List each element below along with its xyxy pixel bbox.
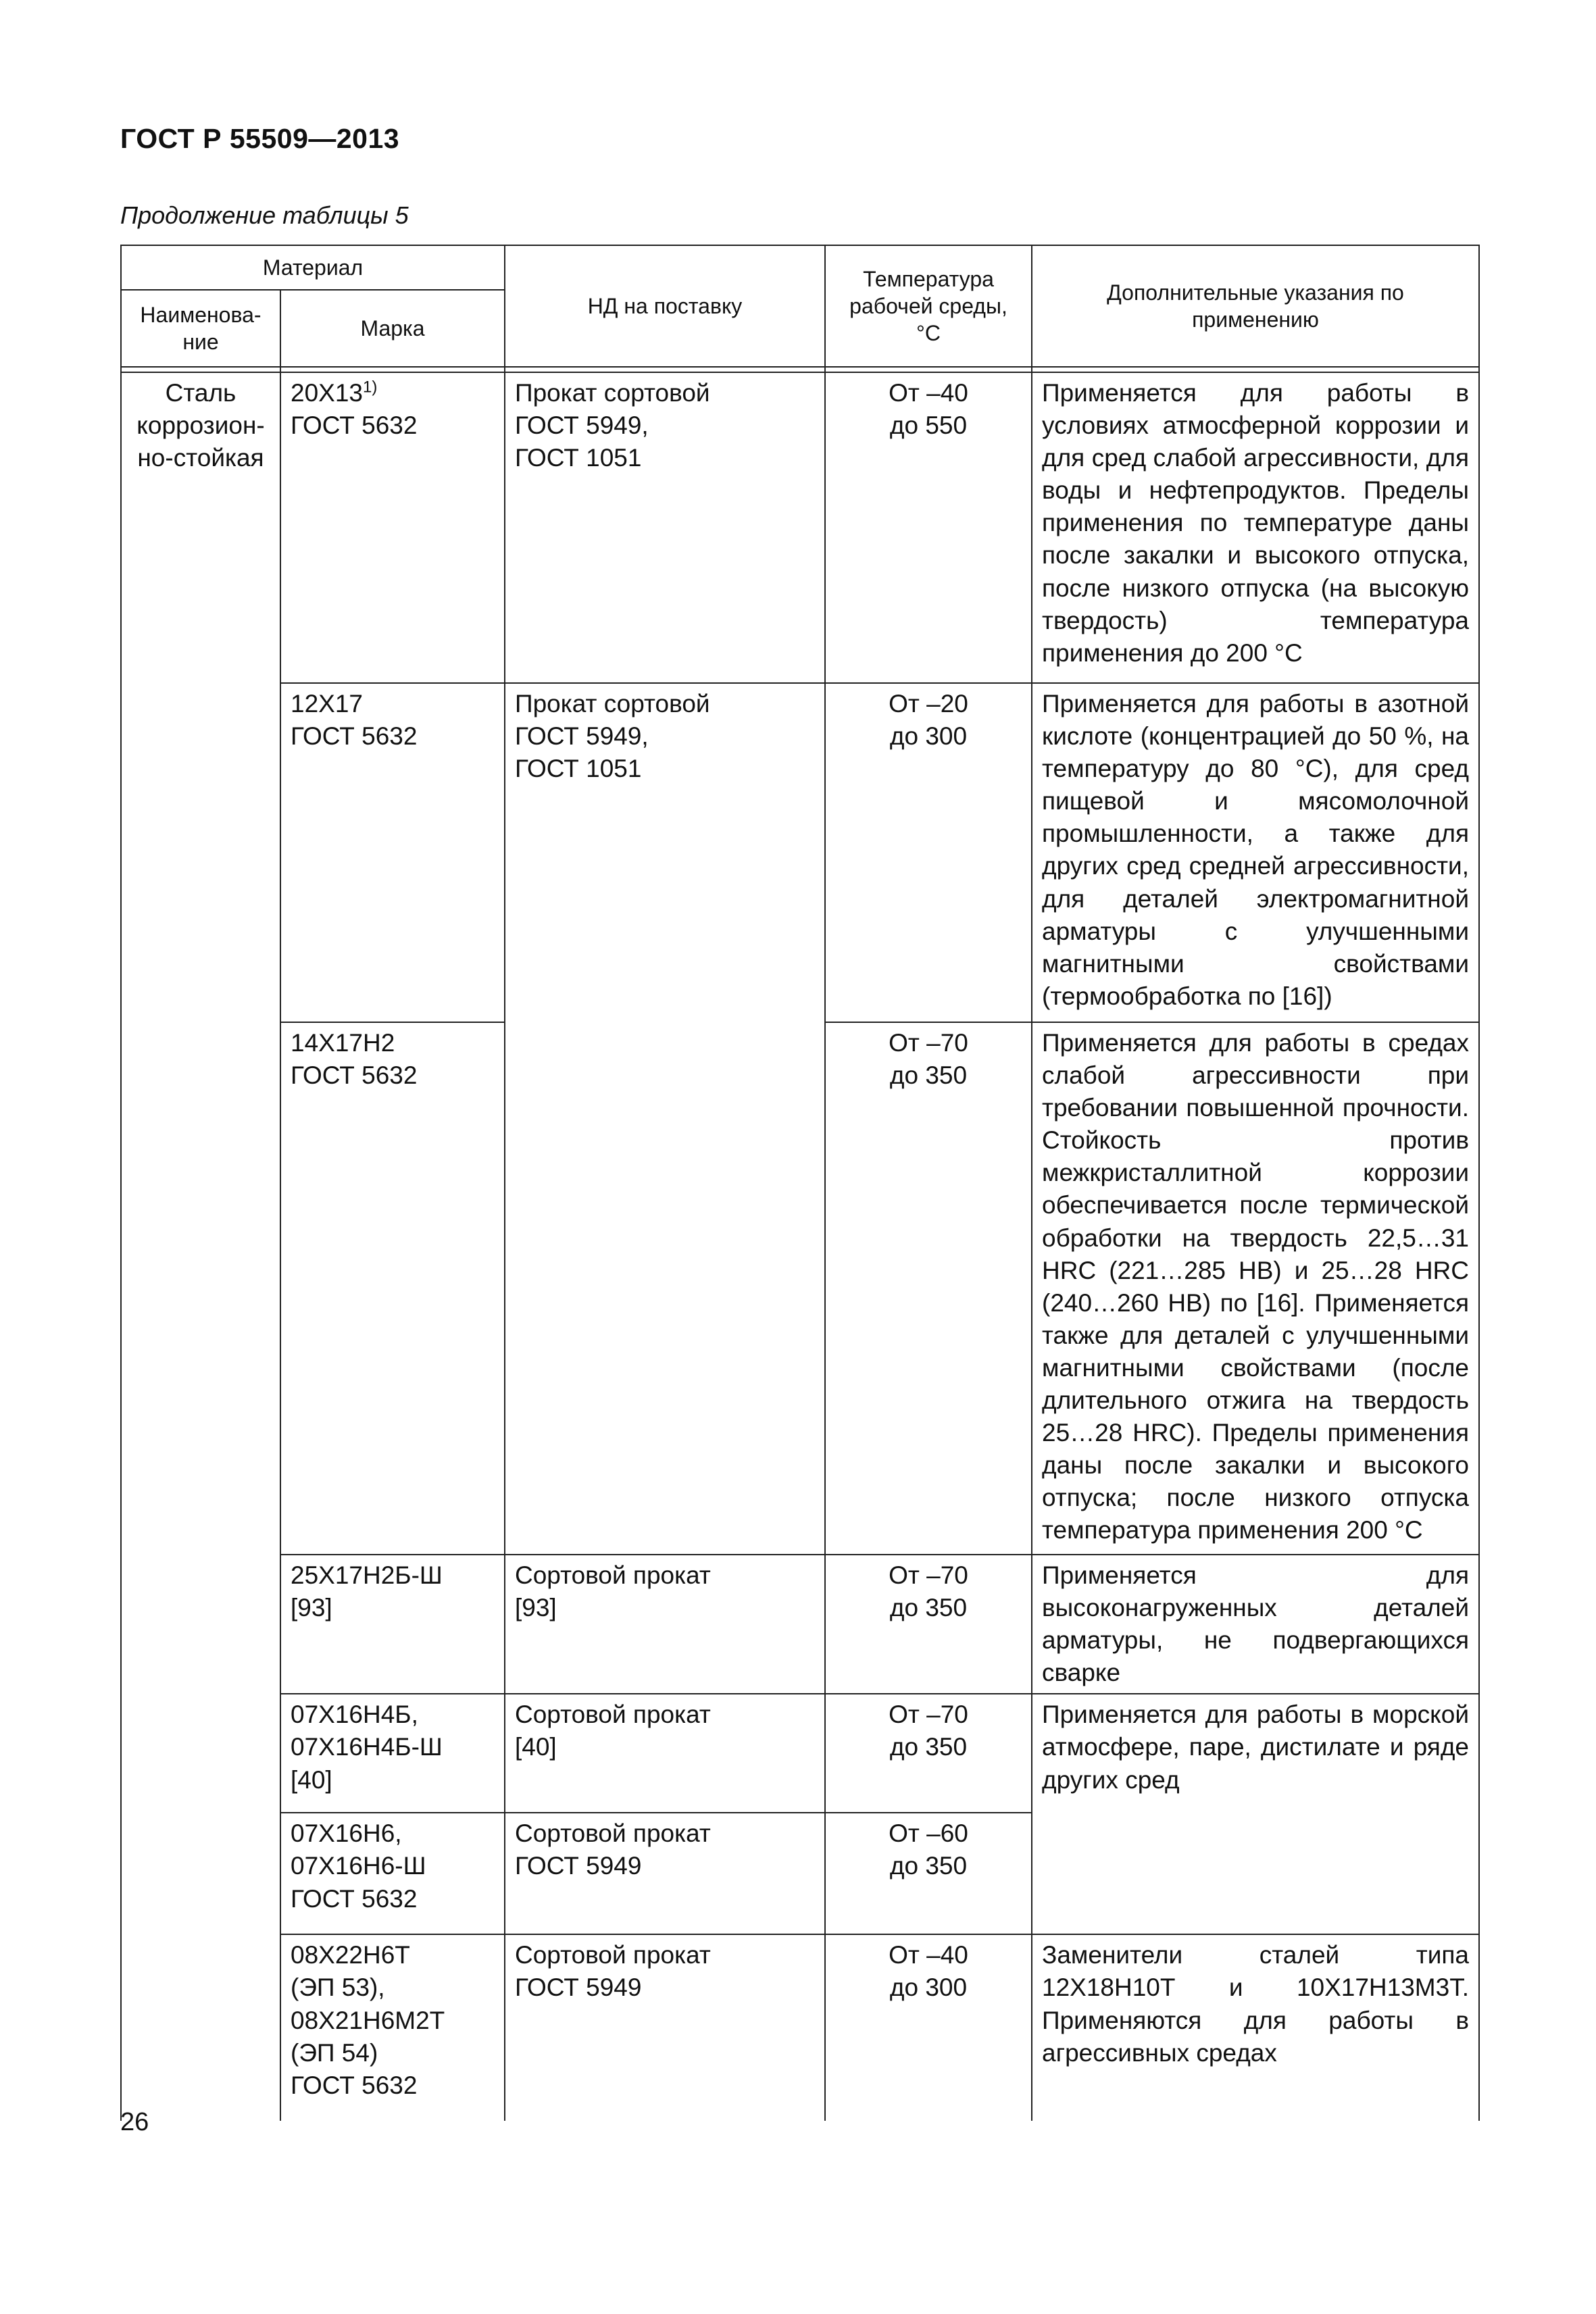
table-caption: Продолжение таблицы 5: [120, 201, 409, 229]
nd-cell: [505, 372, 825, 683]
temperature-line: От –60: [889, 1819, 968, 1848]
temperature-line: От –40: [889, 1941, 968, 1969]
nd-line: Прокат сортовой: [515, 379, 710, 407]
temperature-line: до 350: [889, 1061, 968, 1090]
notes-cell: Применяется для высоконагруженных деталей арматуры, не подвергающихся сварке: [1032, 1555, 1479, 1694]
grade-line: [93]: [291, 1594, 332, 1622]
temperature-line: От –70: [889, 1029, 968, 1057]
grade-line: 07Х16Н6,: [291, 1819, 402, 1848]
nd-line: ГОСТ 1051: [515, 755, 642, 783]
grade-line: 12Х17: [291, 690, 363, 718]
footnote-marker: 1): [363, 378, 378, 397]
nd-line: Сортовой прокат: [515, 1561, 711, 1589]
grade-line: ГОСТ 5632: [291, 1061, 418, 1090]
notes-cell: Применяется для работы в средах слабой агрессивности при требовании повышенной прочности. Стойкость против межкристаллитной коррозии обеспечивается после термической обработки на твердость 22,5…31 HRC (221…285 НВ) и 25…28 HRC (240…260 НВ) по [16]. Применяется также для деталей с улучшенными магнитными свойствами (после длительного отжига на твердость 25…28 HRC). Пределы применения даны после закалки и высокого отпуска; после низкого отпуска температура применения 200 °С: [1032, 1022, 1479, 1555]
header-name: Наименова- ние: [121, 290, 280, 367]
grade-line: 20Х13: [291, 379, 363, 407]
temperature-line: От –40: [889, 379, 968, 407]
nd-line: ГОСТ 5949,: [515, 411, 649, 440]
table-row: [121, 372, 1479, 683]
grade-cell: [280, 683, 505, 1022]
nd-line: [93]: [515, 1594, 557, 1622]
grade-line: 14Х17Н2: [291, 1029, 395, 1057]
temperature-cell: [825, 1813, 1032, 1934]
table-row: [121, 683, 1479, 1022]
temperature-line: до 300: [889, 1973, 968, 2002]
page-number: 26: [120, 2108, 149, 2136]
nd-line: ГОСТ 5949: [515, 1852, 642, 1880]
nd-line: [40]: [515, 1733, 557, 1761]
nd-line: Сортовой прокат: [515, 1701, 711, 1729]
grade-line: ГОСТ 5632: [291, 722, 418, 751]
temperature-line: до 350: [889, 1594, 968, 1622]
document-header: ГОСТ Р 55509—2013: [120, 123, 400, 154]
nd-line: ГОСТ 5949,: [515, 722, 649, 751]
temperature-cell: [825, 1694, 1032, 1813]
temperature-cell: [825, 372, 1032, 683]
table-row: [121, 1555, 1479, 1694]
temperature-line: От –20: [889, 690, 968, 718]
nd-line: Прокат сортовой: [515, 690, 710, 718]
grade-line: ГОСТ 5632: [291, 1884, 418, 1913]
material-name: Сталь коррозион- но-стойкая: [121, 372, 280, 2121]
grade-cell: [280, 1022, 505, 1555]
temperature-line: От –70: [889, 1561, 968, 1589]
table-row: [121, 1934, 1479, 2121]
nd-line: Сортовой прокат: [515, 1819, 711, 1848]
temperature-line: до 550: [889, 411, 968, 440]
nd-cell: [505, 1694, 825, 1813]
notes-cell: Применяется для работы в морской атмосфере, паре, дистилате и ряде других сред: [1032, 1694, 1479, 1934]
table-row: [121, 1694, 1479, 1813]
grade-line: 08Х22Н6Т: [291, 1941, 410, 1969]
temperature-line: до 350: [889, 1733, 968, 1761]
notes-cell: Применяется для работы в азотной кислоте (концентрацией до 50 %, на температуру до 80 °С), для сред пищевой и мясомолочной промышленности, а также для других сред средней агрессивности, для деталей электромагнитной арматуры с улучшенными магнитными свойствами (термообработка по [16]): [1032, 683, 1479, 1022]
nd-line: ГОСТ 5949: [515, 1973, 642, 2002]
grade-cell: [280, 1694, 505, 1813]
temperature-line: до 300: [889, 722, 968, 751]
nd-cell: [505, 1934, 825, 2121]
temperature-cell: [825, 1022, 1032, 1555]
grade-cell: [280, 1555, 505, 1694]
nd-line: Сортовой прокат: [515, 1941, 711, 1969]
nd-cell: [505, 1813, 825, 1934]
header-temperature: Температура рабочей среды, °С: [825, 245, 1032, 367]
header-separator: [121, 367, 1479, 372]
nd-cell: [505, 683, 825, 1555]
grade-line: (ЭП 53),: [291, 1973, 385, 2002]
grade-line: (ЭП 54): [291, 2038, 378, 2067]
grade-line: 07Х16Н4Б,: [291, 1701, 418, 1729]
temperature-cell: [825, 683, 1032, 1022]
grade-line: [40]: [291, 1765, 332, 1794]
nd-line: ГОСТ 1051: [515, 444, 642, 472]
grade-cell: [280, 1813, 505, 1934]
grade-line: ГОСТ 5632: [291, 411, 418, 440]
temperature-line: до 350: [889, 1852, 968, 1880]
header-material: Материал: [121, 245, 505, 290]
notes-cell: Применяется для работы в условиях атмосферной коррозии и для сред слабой агрессивности, для воды и нефтепродуктов. Пределы применения по температуре даны после закалки и высокого отпуска, после низкого отпуска (на высокую твердость) температура применения до 200 °С: [1032, 372, 1479, 683]
notes-cell: Заменители сталей типа 12Х18Н10Т и 10Х17Н13М3Т. Применяются для работы в агрессивных средах: [1032, 1934, 1479, 2121]
grade-cell: [280, 372, 505, 683]
temperature-cell: [825, 1555, 1032, 1694]
grade-line: 08Х21Н6М2Т: [291, 2006, 445, 2034]
grade-line: 07Х16Н4Б-Ш: [291, 1733, 443, 1761]
header-notes: Дополнительные указания по применению: [1032, 245, 1479, 367]
header-grade: Марка: [280, 290, 505, 367]
temperature-cell: [825, 1934, 1032, 2121]
nd-cell: [505, 1555, 825, 1694]
temperature-line: От –70: [889, 1701, 968, 1729]
grade-cell: [280, 1934, 505, 2121]
grade-line: 25Х17Н2Б-Ш: [291, 1561, 443, 1589]
header-nd: НД на поставку: [505, 245, 825, 367]
grade-line: ГОСТ 5632: [291, 2071, 418, 2099]
materials-table: [120, 245, 1480, 2121]
grade-line: 07Х16Н6-Ш: [291, 1852, 426, 1880]
